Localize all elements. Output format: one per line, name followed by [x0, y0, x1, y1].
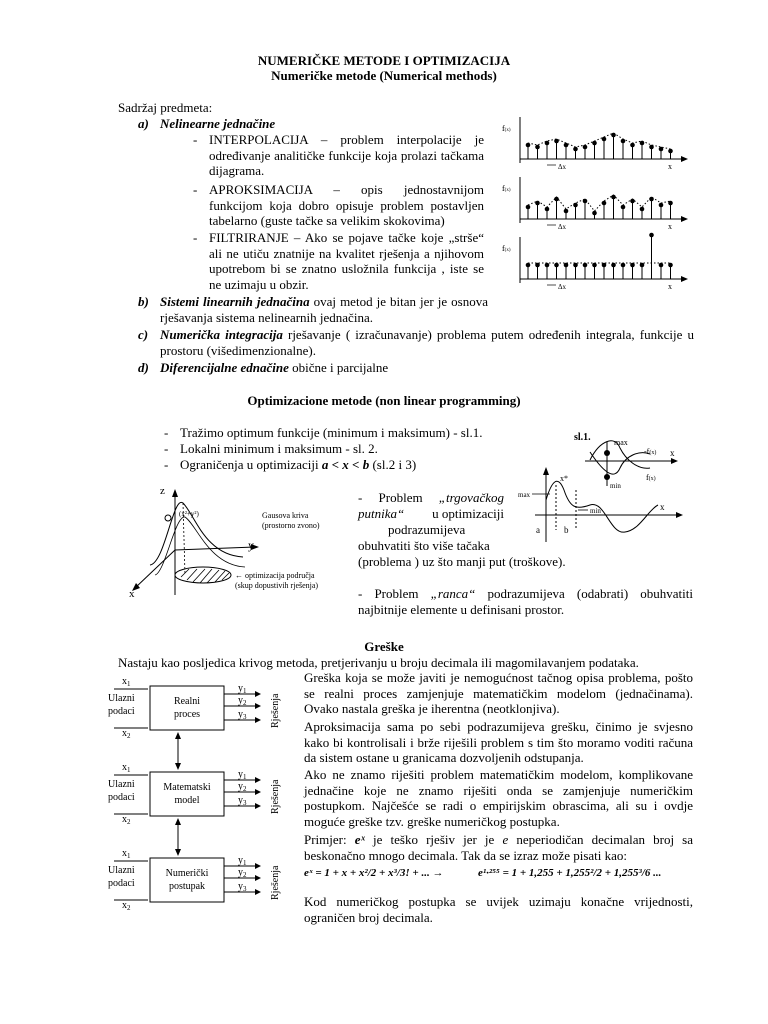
- inputs-label-1: Ulazni: [108, 693, 135, 704]
- output-arrowhead: [255, 889, 261, 895]
- errors-intro: Nastaju kao posljedica krivog metoda, pretjerivanju u broju decimala ili magomilavanjem podataka.: [118, 655, 639, 670]
- output-y: $y_2$: [238, 695, 247, 707]
- flow-diagram: [110, 672, 290, 932]
- gauss-label-2: (prostorno zvono): [262, 521, 320, 530]
- output-arrowhead: [255, 803, 261, 809]
- output-arrowhead: [255, 777, 261, 783]
- block-label-1: Numerički: [165, 868, 209, 879]
- sample-point: [535, 145, 540, 150]
- errors-paragraph-1: Greška koja se može javiti je nemogućnost tačnog opisa problema, pošto se realni proces zamjenjuje matematičkim modelom (jednačinama). Ovako nastala greška je iherentna (neotklonjiva).: [304, 670, 693, 716]
- errors-example: Primjer: eˣ je teško rješiv jer je e neperiodičan decimalan broj sa beskonačno mnogo decimala. Tak da se izraz može pisati kao:: [304, 832, 693, 863]
- dx-label: Δx: [558, 163, 567, 171]
- outputs-label: Rješenja: [270, 693, 281, 728]
- f-label: f(x): [502, 244, 511, 253]
- interp-panel-1: [502, 117, 688, 171]
- flow-link-arrow: [175, 818, 181, 825]
- gauss-label-1: Gausova kriva: [262, 511, 309, 520]
- flow-link-arrow: [175, 732, 181, 739]
- formula-right: e¹·²⁵⁵ = 1 + 1,255 + 1,255²/2 + 1,255³/6 ...: [478, 867, 662, 879]
- inputs-label-2: podaci: [108, 878, 135, 889]
- x-arrow: [681, 156, 688, 162]
- input-x1: $x_1$: [122, 848, 131, 860]
- x-label: x: [668, 162, 672, 171]
- gauss-y: y: [248, 538, 254, 552]
- x-arrow: [681, 276, 688, 282]
- item-interpolacija: - INTERPOLACIJA – problem interpolacije je određivanje analitičke funkcije koja prolazi tačkama dijagrama.: [193, 132, 484, 178]
- region-label-2: (skup dopustivih rješenja): [235, 581, 319, 590]
- flow-link-arrow: [175, 763, 181, 770]
- flow-link-arrow: [175, 849, 181, 856]
- inputs-label-2: podaci: [108, 706, 135, 717]
- region-label-1: ← optimizacija područja: [235, 571, 315, 580]
- opt-item-2: - Lokalni minimum i maksimum - sl. 2.: [164, 441, 378, 456]
- sl2-min: min: [590, 507, 601, 515]
- output-arrowhead: [255, 717, 261, 723]
- sl1-max: max: [614, 438, 628, 447]
- item-aproksimacija: - APROKSIMACIJA – opis jednostavnijom funkcijom koja dobro opisuje problem postavljen tabelarno (guste tačke sa velikim skokovima): [193, 182, 484, 228]
- output-y: $y_2$: [238, 867, 247, 879]
- x-label: x: [668, 222, 672, 231]
- sl2-figure: [518, 470, 680, 545]
- dx-label: Δx: [558, 223, 567, 231]
- sample-point: [564, 209, 569, 214]
- output-arrowhead: [255, 703, 261, 709]
- f-label: f(x): [502, 184, 511, 193]
- dx-label: Δx: [558, 283, 567, 291]
- block-label-2: postupak: [168, 881, 206, 892]
- inputs-label-1: Ulazni: [108, 865, 135, 876]
- sl1-title: sl.1.: [574, 432, 591, 443]
- sl2-xstar: x*: [560, 474, 568, 483]
- sample-point: [592, 211, 597, 216]
- sample-point: [526, 205, 531, 210]
- sl1-minus-f: -f(x): [644, 447, 657, 456]
- item-a-title: Nelinearne jednačine: [160, 116, 276, 131]
- input-x2: $x_2$: [122, 814, 131, 826]
- inputs-label-2: podaci: [108, 792, 135, 803]
- sl1-x: x: [670, 448, 675, 458]
- output-y: $y_3$: [238, 881, 247, 893]
- errors-heading: Greške: [364, 639, 404, 654]
- output-arrowhead: [255, 875, 261, 881]
- input-x1: $x_1$: [122, 762, 131, 774]
- x-arrow: [681, 216, 688, 222]
- outputs-label: Rješenja: [270, 779, 281, 814]
- tsp-problem: - Problem „trgovačkog putnika“: [358, 490, 504, 521]
- knapsack-problem: - Problem „ranca“ podrazumijeva (odabrati) obuhvatiti najbitnije elemente u definisani prostor.: [358, 586, 693, 617]
- flow-stage-2: [108, 762, 281, 856]
- sl2-x: x: [660, 502, 665, 512]
- page-title: NUMERIČKE METODE I OPTIMIZACIJA: [257, 53, 511, 68]
- sample-point: [668, 149, 673, 154]
- interpolation-diagrams: [500, 115, 700, 305]
- sl2-b: b: [564, 525, 569, 535]
- fit-curve: [528, 195, 671, 211]
- tsp-line-2: u optimizaciji: [432, 506, 504, 521]
- output-y: $y_1$: [238, 855, 247, 867]
- block-label-1: Matematski: [163, 782, 211, 793]
- gauss-x: x: [129, 588, 135, 600]
- flow-stage-3: [108, 848, 281, 912]
- block-label-1: Realni: [173, 696, 201, 707]
- output-y: $y_3$: [238, 795, 247, 807]
- interp-panel-2: [502, 177, 688, 231]
- input-x2: $x_2$: [122, 728, 131, 740]
- optimization-heading: Optimizacione metode (non linear programming): [247, 393, 521, 408]
- flow-block: [150, 686, 224, 730]
- output-y: $y_3$: [238, 709, 247, 721]
- sample-point: [573, 203, 578, 208]
- x-label: x: [668, 282, 672, 291]
- gauss-z: z: [160, 485, 165, 497]
- output-y: $y_2$: [238, 781, 247, 793]
- errors-paragraph-3: Ako ne znamo riješiti problem matematičkim modelom, komplikovane jednačine koje ne znamo riješiti onda se zamjenjuje numeričkim postupkom. Najčešće se radi o empirijskim obrascima, ali su i ovdje moguće greške tzv. greške numeričkog postupka.: [304, 767, 693, 829]
- gauss-formula: (x²+y²): [179, 510, 199, 518]
- sl2-a: a: [536, 525, 540, 535]
- sl1-min: min: [610, 482, 621, 490]
- item-a-marker: a): [138, 116, 149, 131]
- flow-block: [150, 858, 224, 902]
- tsp-line-3: podrazumijeva: [388, 522, 466, 537]
- fit-curve: [528, 133, 671, 149]
- block-label-2: model: [174, 795, 200, 806]
- block-label-2: proces: [173, 709, 201, 720]
- sample-point: [659, 203, 664, 208]
- input-x2: $x_2$: [122, 900, 131, 912]
- flow-block: [150, 772, 224, 816]
- sl1-f: f(x): [646, 473, 656, 482]
- page-subtitle: Numeričke metode (Numerical methods): [271, 68, 497, 83]
- output-y: $y_1$: [238, 683, 247, 695]
- contents-label: Sadržaj predmeta:: [118, 100, 213, 115]
- sl2-max: max: [518, 491, 531, 499]
- sample-point: [640, 207, 645, 212]
- errors-paragraph-2: Aproksimacija sama po sebi podrazumijeva grešku, činimo je svjesno kako bi kontrolisali i brže riješili problem s tim što moramo voditi računa da sistem ostane u granicama dozvoljenih odstupanja.: [304, 719, 693, 765]
- output-arrowhead: [255, 863, 261, 869]
- output-arrowhead: [255, 691, 261, 697]
- interp-panel-3: [502, 233, 688, 291]
- item-d: d) Diferencijalne ednačine obične i parcijalne: [138, 360, 389, 375]
- input-x1: $x_1$: [122, 676, 131, 688]
- tsp-line-4: obuhvatiti što više tačaka: [358, 538, 490, 553]
- item-b: b) Sistemi linearnih jednačina ovaj metod je bitan jer je osnova rješavanja sistema nelinearnih jednačina.: [138, 294, 488, 325]
- gauss-figure: [125, 485, 355, 605]
- inputs-label-1: Ulazni: [108, 779, 135, 790]
- sample-point: [564, 143, 569, 148]
- flow-stage-1: [108, 676, 281, 770]
- formula-left: eˣ = 1 + x + x²/2 + x³/3! + ... →: [304, 867, 444, 879]
- item-c: c) Numerička integracija rješavanje ( izračunavanje) problema putem određenih integrala, funkcije u prostoru (višedimenzionalne).: [138, 327, 694, 358]
- sample-point: [649, 233, 654, 238]
- f-label: f(x): [502, 124, 511, 133]
- opt-item-3: - Ograničenja u optimizaciji a < x < b (sl.2 i 3): [164, 457, 417, 472]
- errors-final: Kod numeričkog postupka se uvijek uzimaju konačne vrijednosti, ograničen broj decimala.: [304, 894, 693, 925]
- output-y: $y_1$: [238, 769, 247, 781]
- opt-item-1: - Tražimo optimum funkcije (minimum i maksimum) - sl.1.: [164, 425, 483, 440]
- output-arrowhead: [255, 789, 261, 795]
- tsp-line-5: (problema ) uz što manji put (troškove).: [358, 554, 566, 569]
- outputs-label: Rješenja: [270, 865, 281, 900]
- item-filtriranje: - FILTRIRANJE – Ako se pojave tačke koje „strše“ ali ne utiču znatnije na kvalitet rješenja a njihovom upotrebom bi se znatno usložnila funkcija , iste se ne uzimaju u obzir.: [193, 230, 484, 292]
